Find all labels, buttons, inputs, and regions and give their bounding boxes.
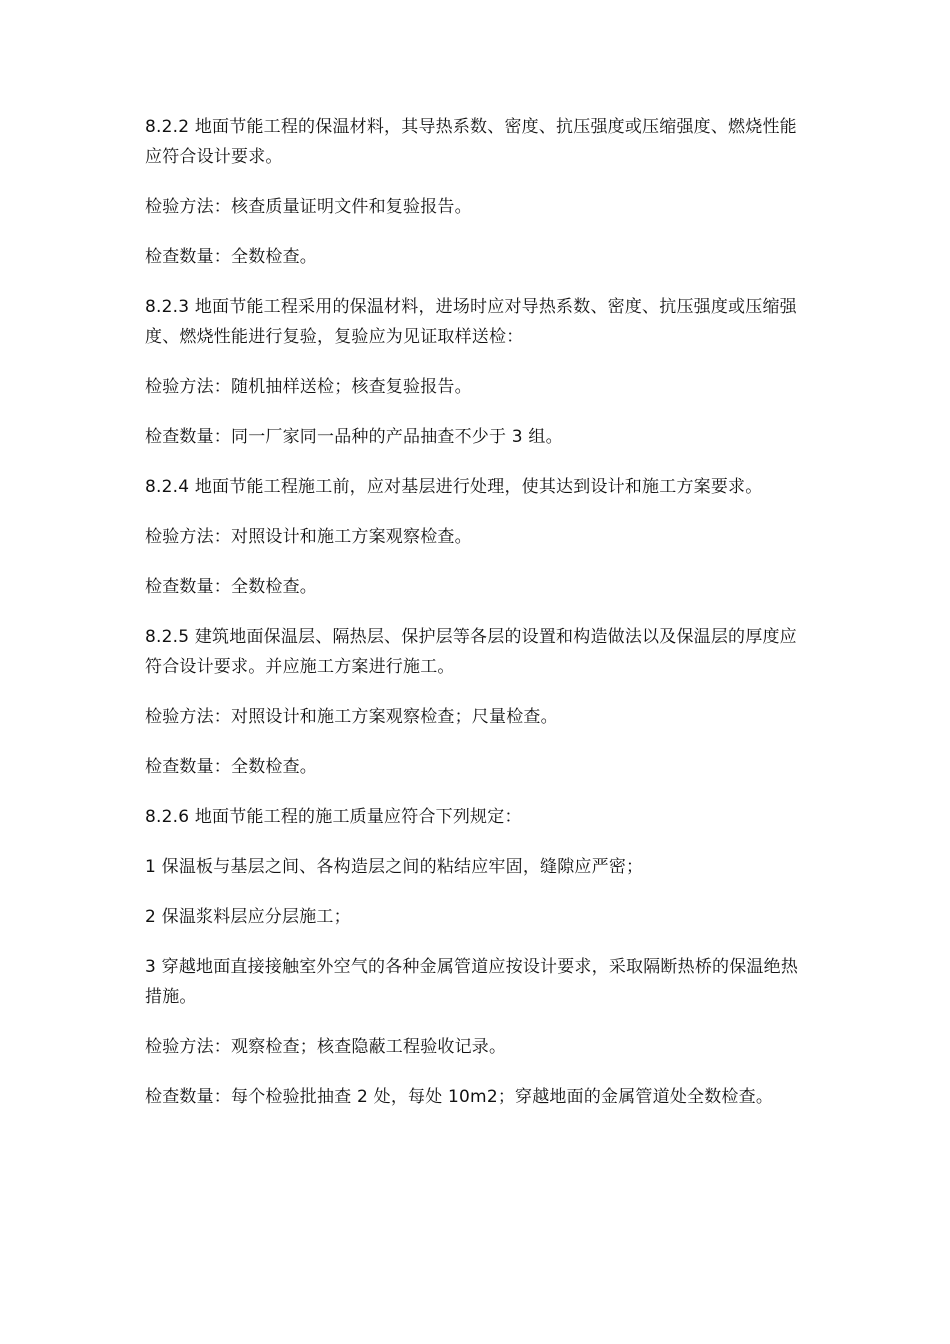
inspection-quantity: 检查数量：同一厂家同一品种的产品抽查不少于 3 组。 — [145, 427, 563, 447]
inspection-method: 检验方法：对照设计和施工方案观察检查；尺量检查。 — [145, 707, 558, 727]
clause-8-2-4: 8.2.4 地面节能工程施工前，应对基层进行处理，使其达到设计和施工方案要求。 — [145, 477, 763, 497]
requirement-item-1: 1 保温板与基层之间、各构造层之间的粘结应牢固，缝隙应严密； — [145, 857, 644, 877]
requirement-item-3: 3 穿越地面直接接触室外空气的各种金属管道应按设计要求，采取隔断热桥的保温绝热措施。 — [145, 957, 799, 1007]
clause-8-2-2: 8.2.2 地面节能工程的保温材料，其导热系数、密度、抗压强度或压缩强度、燃烧性能应符合设计要求。 — [145, 117, 797, 167]
inspection-method: 检验方法：对照设计和施工方案观察检查。 — [145, 527, 472, 547]
clause-8-2-6: 8.2.6 地面节能工程的施工质量应符合下列规定： — [145, 807, 522, 827]
inspection-quantity: 检查数量：全数检查。 — [145, 577, 317, 597]
clause-8-2-5: 8.2.5 建筑地面保温层、隔热层、保护层等各层的设置和构造做法以及保温层的厚度应符合设计要求。并应施工方案进行施工。 — [145, 627, 797, 677]
inspection-quantity: 检查数量：全数检查。 — [145, 757, 317, 777]
inspection-quantity: 检查数量：每个检验批抽查 2 处，每处 10m2；穿越地面的金属管道处全数检查。 — [145, 1087, 774, 1107]
document-page — [145, 112, 810, 1132]
inspection-quantity: 检查数量：全数检查。 — [145, 247, 317, 267]
inspection-method: 检验方法：核查质量证明文件和复验报告。 — [145, 197, 472, 217]
inspection-method: 检验方法：随机抽样送检；核查复验报告。 — [145, 377, 472, 397]
inspection-method: 检验方法：观察检查；核查隐蔽工程验收记录。 — [145, 1037, 507, 1057]
clause-8-2-3: 8.2.3 地面节能工程采用的保温材料，进场时应对导热系数、密度、抗压强度或压缩强度、燃烧性能进行复验，复验应为见证取样送检： — [145, 297, 797, 347]
requirement-item-2: 2 保温浆料层应分层施工； — [145, 907, 351, 927]
